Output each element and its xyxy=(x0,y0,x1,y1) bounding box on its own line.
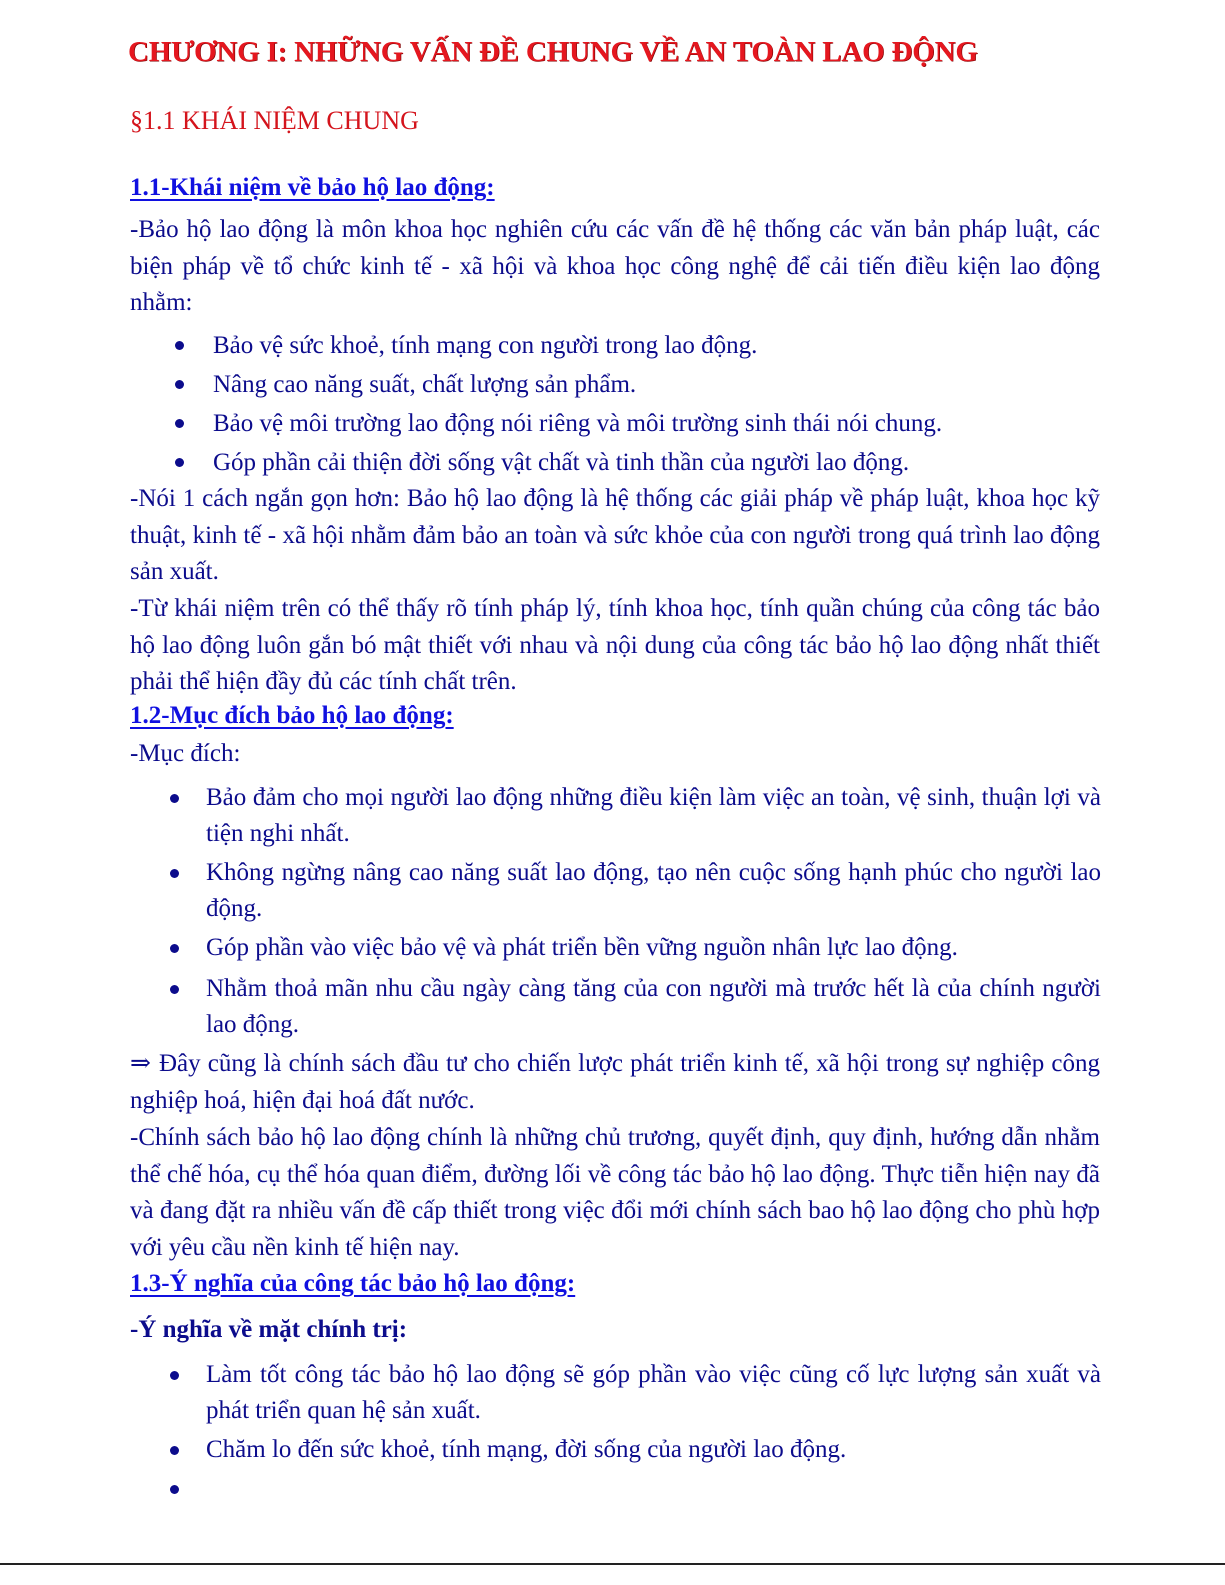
heading-1-2: 1.2-Mục đích bảo hộ lao động: xyxy=(130,702,454,729)
bullet-icon xyxy=(170,869,179,878)
bullet-icon xyxy=(175,341,184,350)
bullet-icon xyxy=(170,1371,179,1380)
bullet-icon xyxy=(175,419,184,428)
bullet-icon xyxy=(170,1485,179,1494)
implies-arrow-icon: ⇒ xyxy=(130,1050,151,1077)
chapter-title: CHƯƠNG I: NHỮNG VẤN ĐỀ CHUNG VỀ AN TOÀN LAO ĐỘNG xyxy=(128,36,978,68)
paragraph-1-1-intro: -Bảo hộ lao động là môn khoa học nghiên cứu các vấn đề hệ thống các văn bản pháp luật, các biện pháp về tổ chức kinh tế - xã hội và khoa học công nghệ để cải tiến điều kiện lao động nhằm: xyxy=(130,216,1100,317)
political-significance-label: -Ý nghĩa về mặt chính trị: xyxy=(130,1316,408,1343)
section-title: §1.1 KHÁI NIỆM CHUNG xyxy=(130,106,419,135)
purpose-label: -Mục đích: xyxy=(130,740,241,767)
paragraph-1-1-conclusion: -Từ khái niệm trên có thể thấy rõ tính pháp lý, tính khoa học, tính quần chúng của công tác bảo hộ lao động luôn gắn bó mật thiết với nhau và nội dung của công tác bảo hộ lao động nhất thiết phải thể hiện đầy đủ các tính chất trên. xyxy=(130,595,1100,696)
heading-1-3: 1.3-Ý nghĩa của công tác bảo hộ lao động: xyxy=(130,1270,576,1297)
document-page: CHƯƠNG I: NHỮNG VẤN ĐỀ CHUNG VỀ AN TOÀN LAO ĐỘNG §1.1 KHÁI NIỆM CHUNG 1.1-Khái niệm về bảo hộ lao động: -Bảo hộ lao động là môn khoa học nghiên cứu các vấn đề hệ thống các văn bản pháp luật, các biện pháp về tổ chức kinh tế - xã hội và khoa học công nghệ để cải tiến điều kiện lao động nhằm: Bảo vệ sức khoẻ, tính mạng con người trong lao động. Nâng cao năng suất, chất lượng sản phẩm. Bảo vệ môi trường lao động nói riêng và môi trường sinh thái nói chung. Góp phần cải thiện đời sống vật chất và tinh thần của người lao động. -Nói 1 cách ngắn gọn hơn: Bảo hộ lao động là hệ thống các giải pháp về pháp luật, khoa học kỹ thuật, kinh tế - xã hội nhằm đảm bảo an toàn và sức khỏe của con người trong quá trình lao động sản xuất. -Từ khái niệm trên có thể thấy rõ tính pháp lý, tính khoa học, tính quần chúng của công tác bảo hộ lao động luôn gắn bó mật thiết với nhau và nội dung của công tác bảo hộ lao động nhất thiết phải thể hiện đầy đủ các tính chất trên. 1.2-Mục đích bảo hộ lao động: -Mục đích: Bảo đảm cho mọi người lao động những điều kiện làm việc an toàn, vệ sinh, thuận lợi và tiện nghi nhất. Không ngừng nâng cao năng suất lao động, tạo nên cuộc sống hạnh phúc cho người lao động. Góp phần vào việc bảo vệ và phát triển bền vững nguồn nhân lực lao động. Nhằm thoả mãn nhu cầu ngày càng tăng của con người mà trước hết là của chính người lao động. ⇒ Đây cũng là chính sách đầu tư cho chiến lược phát triển kinh tế, xã hội trong sự nghiệp công nghiệp hoá, hiện đại hoá đất nước. -Chính sách bảo hộ lao động chính là những chủ trương, quyết định, quy định, hướng dẫn nhằm thể chế hóa, cụ thể hóa quan điểm, đường lối về công tác bảo hộ lao động. Thực tiễn hiện nay đã và đang đặt ra nhiều vấn đề cấp thiết trong việc đổi mới chính sách bao hộ lao động cho phù hợp với yêu cầu nền kinh tế hiện nay. 1.3-Ý nghĩa của công tác bảo hộ lao động: -Ý nghĩa về mặt chính trị: Làm tốt công tác bảo hộ lao động sẽ góp phần vào việc cũng cố lực lượng sản xuất và phát triển quan hệ sản xuất. Chăm lo đến sức khoẻ, tính mạng, đời sống của người lao động. xyxy=(0,0,1225,1585)
bullet-icon xyxy=(175,380,184,389)
bullet-icon xyxy=(170,794,179,803)
paragraph-1-2-conclusion: ⇒ Đây cũng là chính sách đầu tư cho chiến lược phát triển kinh tế, xã hội trong sự nghiệp công nghiệp hoá, hiện đại hoá đất nước. xyxy=(130,1046,1100,1119)
paragraph-1-2-policy: -Chính sách bảo hộ lao động chính là những chủ trương, quyết định, quy định, hướng dẫn nhằm thể chế hóa, cụ thể hóa quan điểm, đường lối về công tác bảo hộ lao động. Thực tiễn hiện nay đã và đang đặt ra nhiều vấn đề cấp thiết trong việc đổi mới chính sách bao hộ lao động cho phù hợp với yêu cầu nền kinh tế hiện nay. xyxy=(130,1124,1100,1261)
page-bottom-rule xyxy=(0,1563,1225,1565)
bullet-icon xyxy=(170,985,179,994)
bullet-icon xyxy=(170,1446,179,1455)
paragraph-1-1-summary: -Nói 1 cách ngắn gọn hơn: Bảo hộ lao động là hệ thống các giải pháp về pháp luật, khoa học kỹ thuật, kinh tế - xã hội nhằm đảm bảo an toàn và sức khỏe của con người trong quá trình lao động sản xuất. xyxy=(130,485,1100,586)
bullet-icon xyxy=(175,458,184,467)
bullet-icon xyxy=(170,944,179,953)
heading-1-1: 1.1-Khái niệm về bảo hộ lao động: xyxy=(130,174,495,201)
